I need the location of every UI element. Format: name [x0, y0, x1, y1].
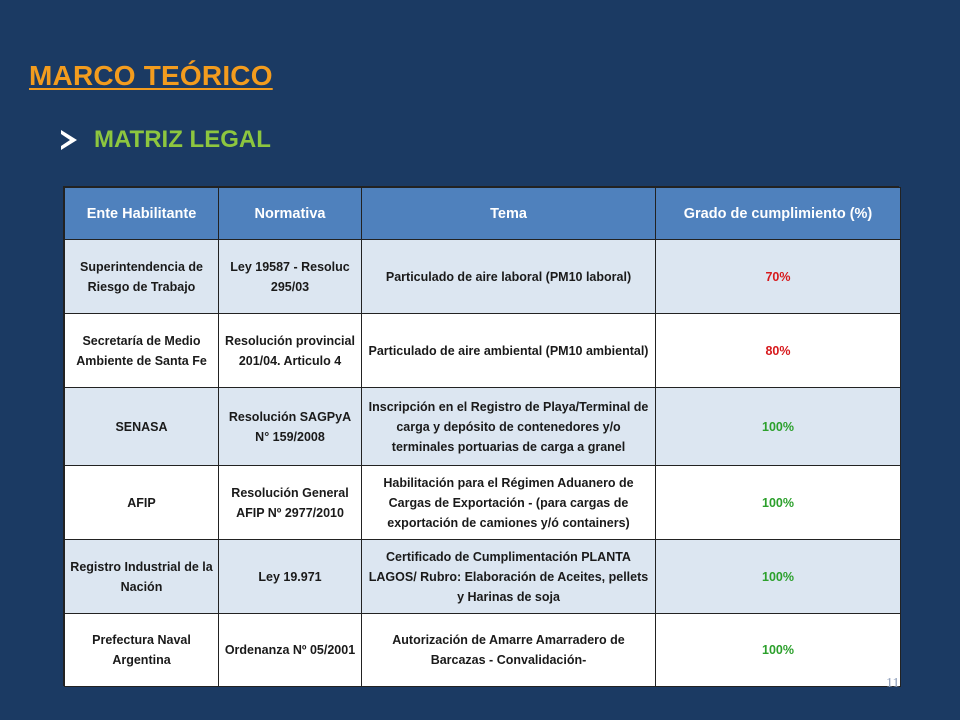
cell-tema: Particulado de aire ambiental (PM10 ambiental): [362, 314, 656, 388]
cell-grado: 100%: [656, 614, 901, 687]
table-row: [65, 466, 901, 540]
cell-normativa: Ley 19587 - Resoluc 295/03: [219, 240, 362, 314]
cell-tema: Autorización de Amarre Amarradero de Barcazas - Convalidación-: [362, 614, 656, 687]
cell-ente: Registro Industrial de la Nación: [65, 540, 219, 614]
header-normativa: Normativa: [219, 188, 362, 240]
header-tema: Tema: [362, 188, 656, 240]
cell-normativa: Resolución General AFIP Nº 2977/2010: [219, 466, 362, 540]
table-row: [65, 314, 901, 388]
header-ente: Ente Habilitante: [65, 188, 219, 240]
cell-ente: Prefectura Naval Argentina: [65, 614, 219, 687]
arrow-bullet-icon: [60, 129, 78, 151]
cell-ente: SENASA: [65, 388, 219, 466]
table-row: [65, 388, 901, 466]
header-grado: Grado de cumplimiento (%): [656, 188, 901, 240]
cell-ente: Superintendencia de Riesgo de Trabajo: [65, 240, 219, 314]
cell-grado: 100%: [656, 388, 901, 466]
legal-matrix-table: [63, 186, 899, 686]
page-number: 11: [886, 676, 900, 691]
cell-grado: 70%: [656, 240, 901, 314]
table-header-row: [65, 188, 901, 240]
cell-grado: 100%: [656, 540, 901, 614]
slide-title: MARCO TEÓRICO: [29, 60, 273, 91]
subtitle-bullet: [60, 126, 271, 154]
table-row: [65, 614, 901, 687]
cell-ente: Secretaría de Medio Ambiente de Santa Fe: [65, 314, 219, 388]
cell-tema: Particulado de aire laboral (PM10 laboral): [362, 240, 656, 314]
cell-tema: Inscripción en el Registro de Playa/Terminal de carga y depósito de contenedores y/o terminales portuarias de carga a granel: [362, 388, 656, 466]
subtitle-text: MATRIZ LEGAL: [94, 126, 271, 153]
cell-ente: AFIP: [65, 466, 219, 540]
cell-tema: Habilitación para el Régimen Aduanero de Cargas de Exportación - (para cargas de exportación de camiones y/ó containers): [362, 466, 656, 540]
cell-normativa: Resolución provincial 201/04. Articulo 4: [219, 314, 362, 388]
table-row: [65, 540, 901, 614]
cell-grado: 80%: [656, 314, 901, 388]
cell-normativa: Ley 19.971: [219, 540, 362, 614]
table-row: [65, 240, 901, 314]
cell-grado: 100%: [656, 466, 901, 540]
cell-normativa: Ordenanza Nº 05/2001: [219, 614, 362, 687]
cell-normativa: Resolución SAGPyA N° 159/2008: [219, 388, 362, 466]
cell-tema: Certificado de Cumplimentación PLANTA LAGOS/ Rubro: Elaboración de Aceites, pellets y Harinas de soja: [362, 540, 656, 614]
